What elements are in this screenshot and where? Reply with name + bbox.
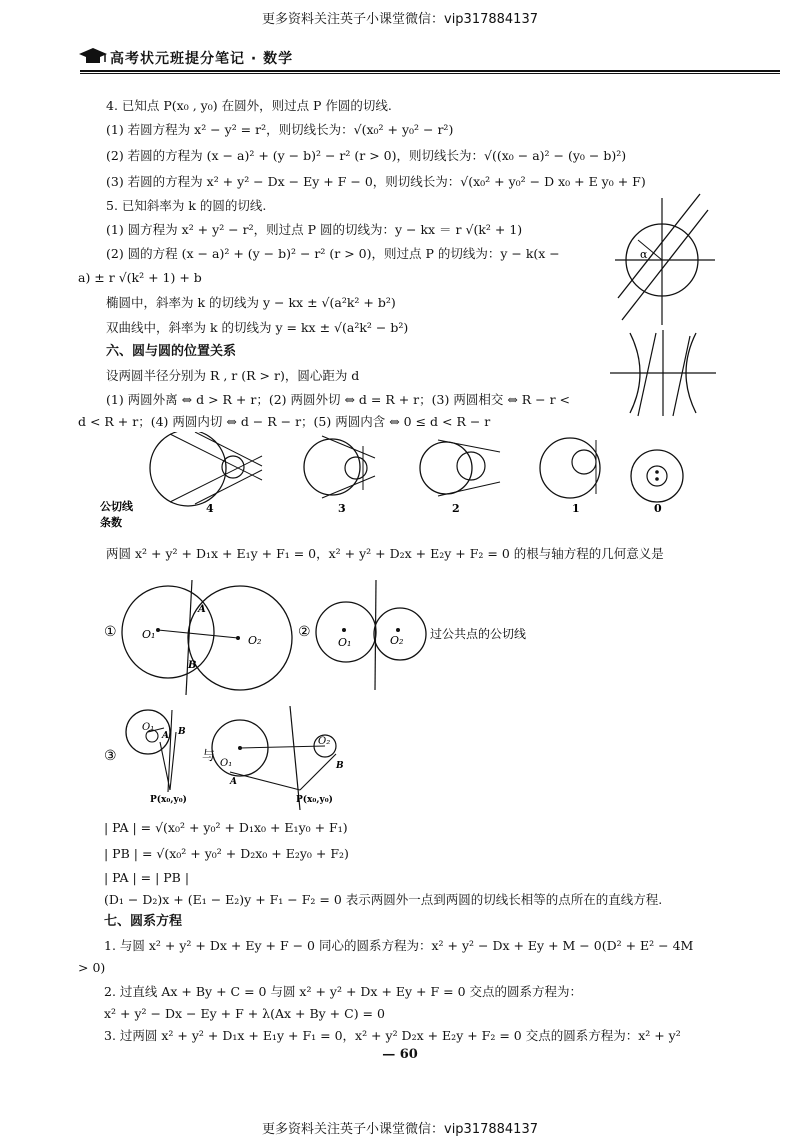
tangent-caption-line1: 公切线 <box>100 500 133 513</box>
text-line: (1) 若圆方程为 x² − y² = r²，则切线长为：√(x₀² + y₀² − r²) <box>106 122 454 137</box>
section-heading: 六、圆与圆的位置关系 <box>106 344 237 359</box>
text-line: | PB | = √(x₀² + y₀² + D₂x₀ + E₂y₀ + F₂) <box>104 846 349 861</box>
a-label: A <box>198 604 206 615</box>
tangent-count: 2 <box>452 502 460 515</box>
text-line: | PA | = √(x₀² + y₀² + D₁x₀ + E₁y₀ + F₁) <box>104 820 348 835</box>
b-label: B <box>178 727 186 737</box>
alpha-label: α <box>640 248 648 261</box>
text-line: | PA | = | PB | <box>104 870 190 885</box>
page-number: — 60 <box>382 1047 418 1062</box>
fig2-note: 过公共点的公切线 <box>430 627 527 641</box>
text-line: (D₁ − D₂)x + (E₁ − E₂)y + F₁ − F₂ = 0 表示两圆外一点到两圆的切线长相等的点所在的直线方程. <box>104 892 663 907</box>
text-line: 椭圆中，斜率为 k 的切线为 y − kx ± √(a²k² + b²) <box>106 295 396 310</box>
text-line: (3) 若圆的方程为 x² + y² − Dx − Ey + F − 0，则切线长为：√(x₀² + y₀² − D x₀ + E y₀ + F) <box>106 174 646 189</box>
text-line: 2. 过直线 Ax + By + C = 0 与圆 x² + y² + Dx + Ey + F = 0 交点的圆系方程为： <box>104 984 583 999</box>
b-label: B <box>336 761 344 771</box>
text-line: 两圆 x² + y² + D₁x + E₁y + F₁ = 0，x² + y² + D₂x + E₂y + F₂ = 0 的根与轴方程的几何意义是 <box>106 546 664 561</box>
fig3-label: ③ <box>104 748 117 764</box>
o2-label: O₂ <box>390 634 404 647</box>
top-banner: 更多资料关注英子小课堂微信：vip317884137 <box>262 12 538 27</box>
and-label: 与 <box>202 749 216 764</box>
header-rule <box>80 70 780 72</box>
text-line: d < R + r；(4) 两圆内切 ⇔ d − R − r；(5) 两圆内含 ⇔ 0 ≤ d < R − r <box>78 414 491 429</box>
b-label: B <box>188 660 197 671</box>
text-line: 5. 已知斜率为 k 的圆的切线. <box>106 198 267 213</box>
tangent-count: 4 <box>206 502 214 515</box>
radical-axis-diagram-3 <box>100 702 360 812</box>
text-line: (1) 两圆外离 ⇔ d > R + r；(2) 两圆外切 ⇔ d = R + r；(3) 两圆相交 ⇔ R − r < <box>106 392 571 407</box>
text-line: (2) 圆的方程 (x − a)² + (y − b)² − r² (r > 0)，则过点 P 的切线为：y − k(x − <box>106 246 560 261</box>
text-line: 3. 过两圆 x² + y² + D₁x + E₁y + F₁ = 0，x² + y² D₂x + E₂y + F₂ = 0 交点的圆系方程为：x² + y² <box>104 1028 681 1043</box>
p-label: P(x₀,y₀) <box>296 795 333 805</box>
o2-label: O₂ <box>248 634 262 647</box>
text-line: 设两圆半径分别为 R , r (R > r)，圆心距为 d <box>106 368 360 383</box>
text-line: > 0) <box>78 960 106 975</box>
tangent-count: 0 <box>654 502 662 515</box>
o1-label: O₁ <box>142 722 155 733</box>
text-line: (1) 圆方程为 x² + y² − r²，则过点 P 圆的切线为：y − kx ＝ r √(k² + 1) <box>106 222 523 237</box>
text-line: 1. 与圆 x² + y² + Dx + Ey + F − 0 同心的圆系方程为：x² + y² − Dx + Ey + M − 0(D² + E² − 4M <box>104 938 694 953</box>
radical-axis-diagram-1-2 <box>100 580 560 700</box>
fig2-label: ② <box>298 624 311 640</box>
tangent-caption-line2: 条数 <box>100 516 122 529</box>
text-line: a) ± r √(k² + 1) + b <box>78 270 202 285</box>
tangent-slope-diagram <box>610 190 720 330</box>
bottom-banner: 更多资料关注英子小课堂微信：vip317884137 <box>262 1122 538 1137</box>
o2-label: O₂ <box>318 736 331 747</box>
o1-label: O₁ <box>220 758 233 769</box>
a-label: A <box>230 777 237 787</box>
hyperbola-diagram <box>608 328 718 418</box>
section-heading: 七、圆系方程 <box>104 914 183 929</box>
o1-label: O₁ <box>142 628 156 641</box>
common-tangent-diagram <box>100 432 690 532</box>
a-label: A <box>162 731 169 741</box>
text-line: 双曲线中，斜率为 k 的切线为 y = kx ± √(a²k² − b²) <box>106 320 409 335</box>
tangent-count: 3 <box>338 502 346 515</box>
text-line: (2) 若圆的方程为 (x − a)² + (y − b)² − r² (r > 0)，则切线长为：√((x₀ − a)² − (y₀ − b)²) <box>106 148 627 163</box>
graduation-cap-icon <box>78 46 108 66</box>
p-label: P(x₀,y₀) <box>150 795 187 805</box>
tangent-count: 1 <box>572 502 580 515</box>
header-rule-thin <box>80 73 780 74</box>
fig1-label: ① <box>104 624 117 640</box>
o1-label: O₁ <box>338 636 352 649</box>
header-title: 高考状元班提分笔记 · 数学 <box>110 51 294 67</box>
text-line: 4. 已知点 P(x₀ , y₀) 在圆外，则过点 P 作圆的切线. <box>106 98 392 113</box>
text-line: x² + y² − Dx − Ey + F + λ(Ax + By + C) = 0 <box>104 1006 385 1021</box>
